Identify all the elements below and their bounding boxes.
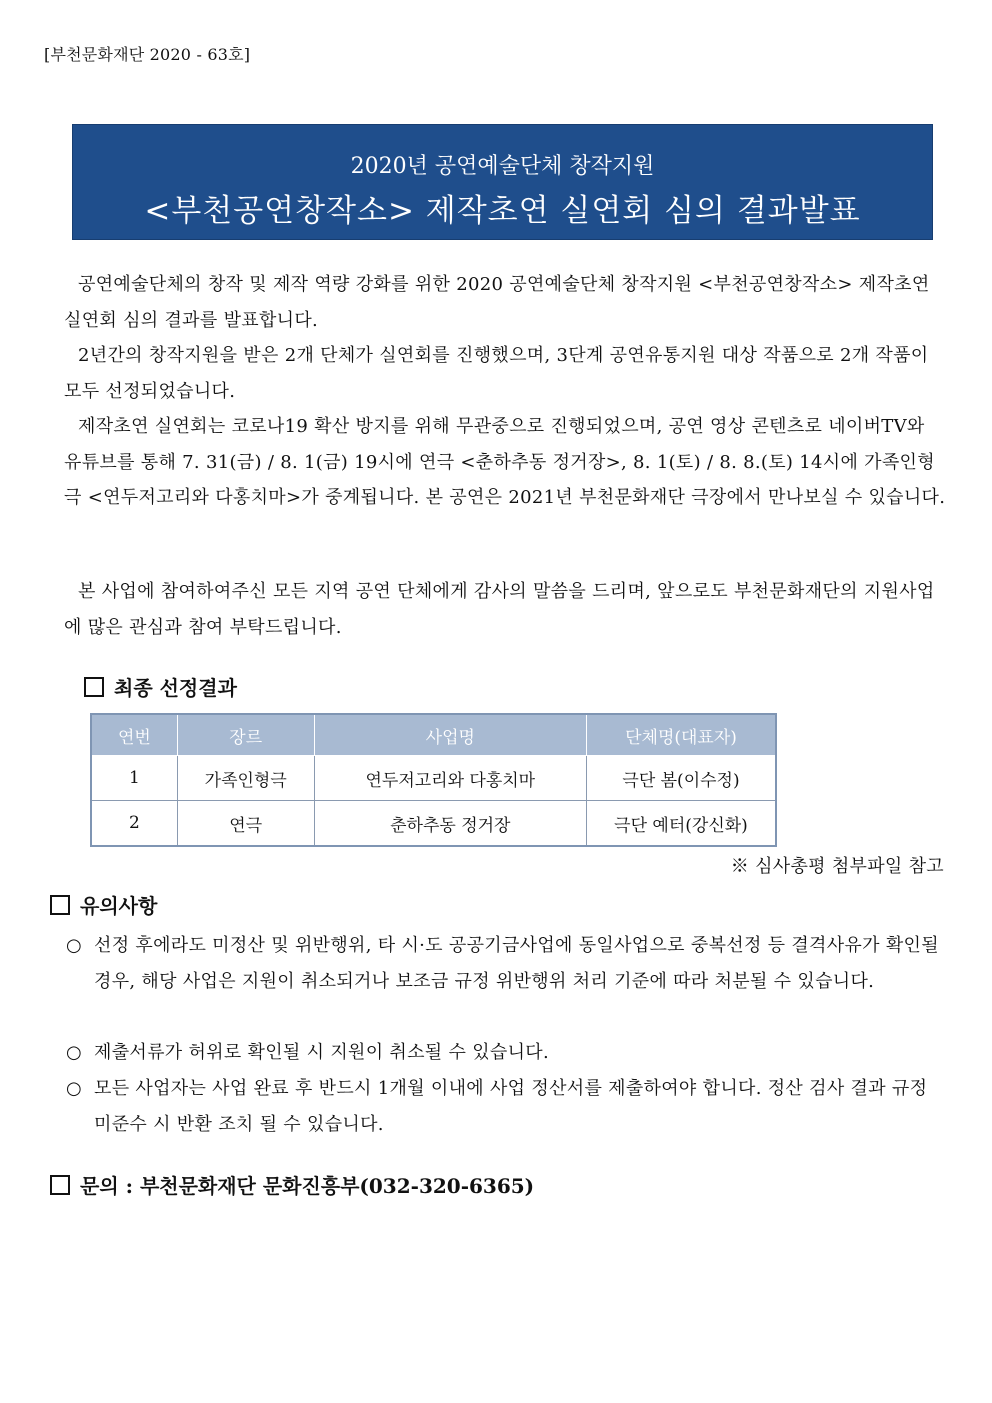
cell-genre: 연극	[177, 801, 314, 847]
cell-project: 연두저고리와 다홍치마	[314, 756, 586, 801]
column-header-genre: 장르	[177, 714, 314, 756]
cell-project: 춘하추동 정거장	[314, 801, 586, 847]
circle-bullet-icon: ○	[66, 1078, 83, 1099]
contact-section-heading	[50, 1170, 534, 1199]
checkbox-square-icon	[50, 895, 70, 915]
cell-organization: 극단 예터(강신화)	[586, 801, 776, 847]
circle-bullet-icon: ○	[66, 1042, 83, 1063]
column-header-organization: 단체명(대표자)	[586, 714, 776, 756]
document-number: [부천문화재단 2020 - 63호]	[44, 45, 251, 64]
cell-organization: 극단 봄(이수정)	[586, 756, 776, 801]
circle-bullet-icon: ○	[66, 935, 83, 956]
results-table	[90, 713, 777, 847]
notice-section-heading	[50, 890, 157, 919]
notice-item	[64, 1071, 948, 1142]
cell-number: 2	[91, 801, 177, 847]
review-note: ※ 심사총평 첨부파일 참고	[730, 856, 944, 877]
results-section-heading	[84, 672, 237, 701]
notice-item	[64, 1035, 948, 1071]
column-header-project: 사업명	[314, 714, 586, 756]
broadcast-paragraph: 제작초연 실연회는 코로나19 확산 방지를 위해 무관중으로 진행되었으며, 공연 영상 콘텐츠로 네이버TV와 유튜브를 통해 7. 31(금) / 8. 1(금) 19시에 연극 <춘하추동 정거장>, 8. 1(토) / 8. 8.(토) 14시에 가족인형극 <연두저고리와 다홍치마>가 중계됩니다. 본 공연은 2021년 부천문화재단 극장에서 만나보실 수 있습니다.	[64, 416, 946, 508]
table-row	[91, 801, 776, 847]
intro-paragraph: 공연예술단체의 창작 및 제작 역량 강화를 위한 2020 공연예술단체 창작지원 <부천공연창작소> 제작초연 실연회 심의 결과를 발표합니다.	[64, 274, 930, 331]
cell-genre: 가족인형극	[177, 756, 314, 801]
selection-paragraph: 2년간의 창작지원을 받은 2개 단체가 실연회를 진행했으며, 3단계 공연유통지원 대상 작품으로 2개 작품이 모두 선정되었습니다.	[64, 345, 929, 402]
table-row	[91, 756, 776, 801]
contact-info: 문의 : 부천문화재단 문화진흥부(032-320-6365)	[80, 1174, 535, 1198]
results-section-title: 최종 선정결과	[114, 676, 237, 700]
banner-subtitle: 2020년 공연예술단체 창작지원	[350, 154, 655, 179]
checkbox-square-icon	[50, 1175, 70, 1195]
notice-item-text: 제출서류가 허위로 확인될 시 지원이 취소될 수 있습니다.	[94, 1042, 549, 1063]
notice-item	[64, 928, 948, 999]
thanks-paragraph: 본 사업에 참여하여주신 모든 지역 공연 단체에게 감사의 말씀을 드리며, 앞으로도 부천문화재단의 지원사업에 많은 관심과 참여 부탁드립니다.	[64, 581, 935, 638]
notice-item-text: 모든 사업자는 사업 완료 후 반드시 1개월 이내에 사업 정산서를 제출하여야 합니다. 정산 검사 결과 규정 미준수 시 반환 조치 될 수 있습니다.	[94, 1078, 928, 1135]
banner-title: <부천공연창작소> 제작초연 실연회 심의 결과발표	[144, 193, 861, 229]
column-header-number: 연번	[91, 714, 177, 756]
cell-number: 1	[91, 756, 177, 801]
notice-item-text: 선정 후에라도 미정산 및 위반행위, 타 시·도 공공기금사업에 동일사업으로 중복선정 등 결격사유가 확인될 경우, 해당 사업은 지원이 취소되거나 보조금 규정 위반행위 처리 기준에 따라 처분될 수 있습니다.	[94, 935, 939, 992]
table-header-row	[91, 714, 776, 756]
title-banner	[73, 125, 932, 239]
checkbox-square-icon	[84, 677, 104, 697]
notice-section-title: 유의사항	[80, 894, 158, 918]
